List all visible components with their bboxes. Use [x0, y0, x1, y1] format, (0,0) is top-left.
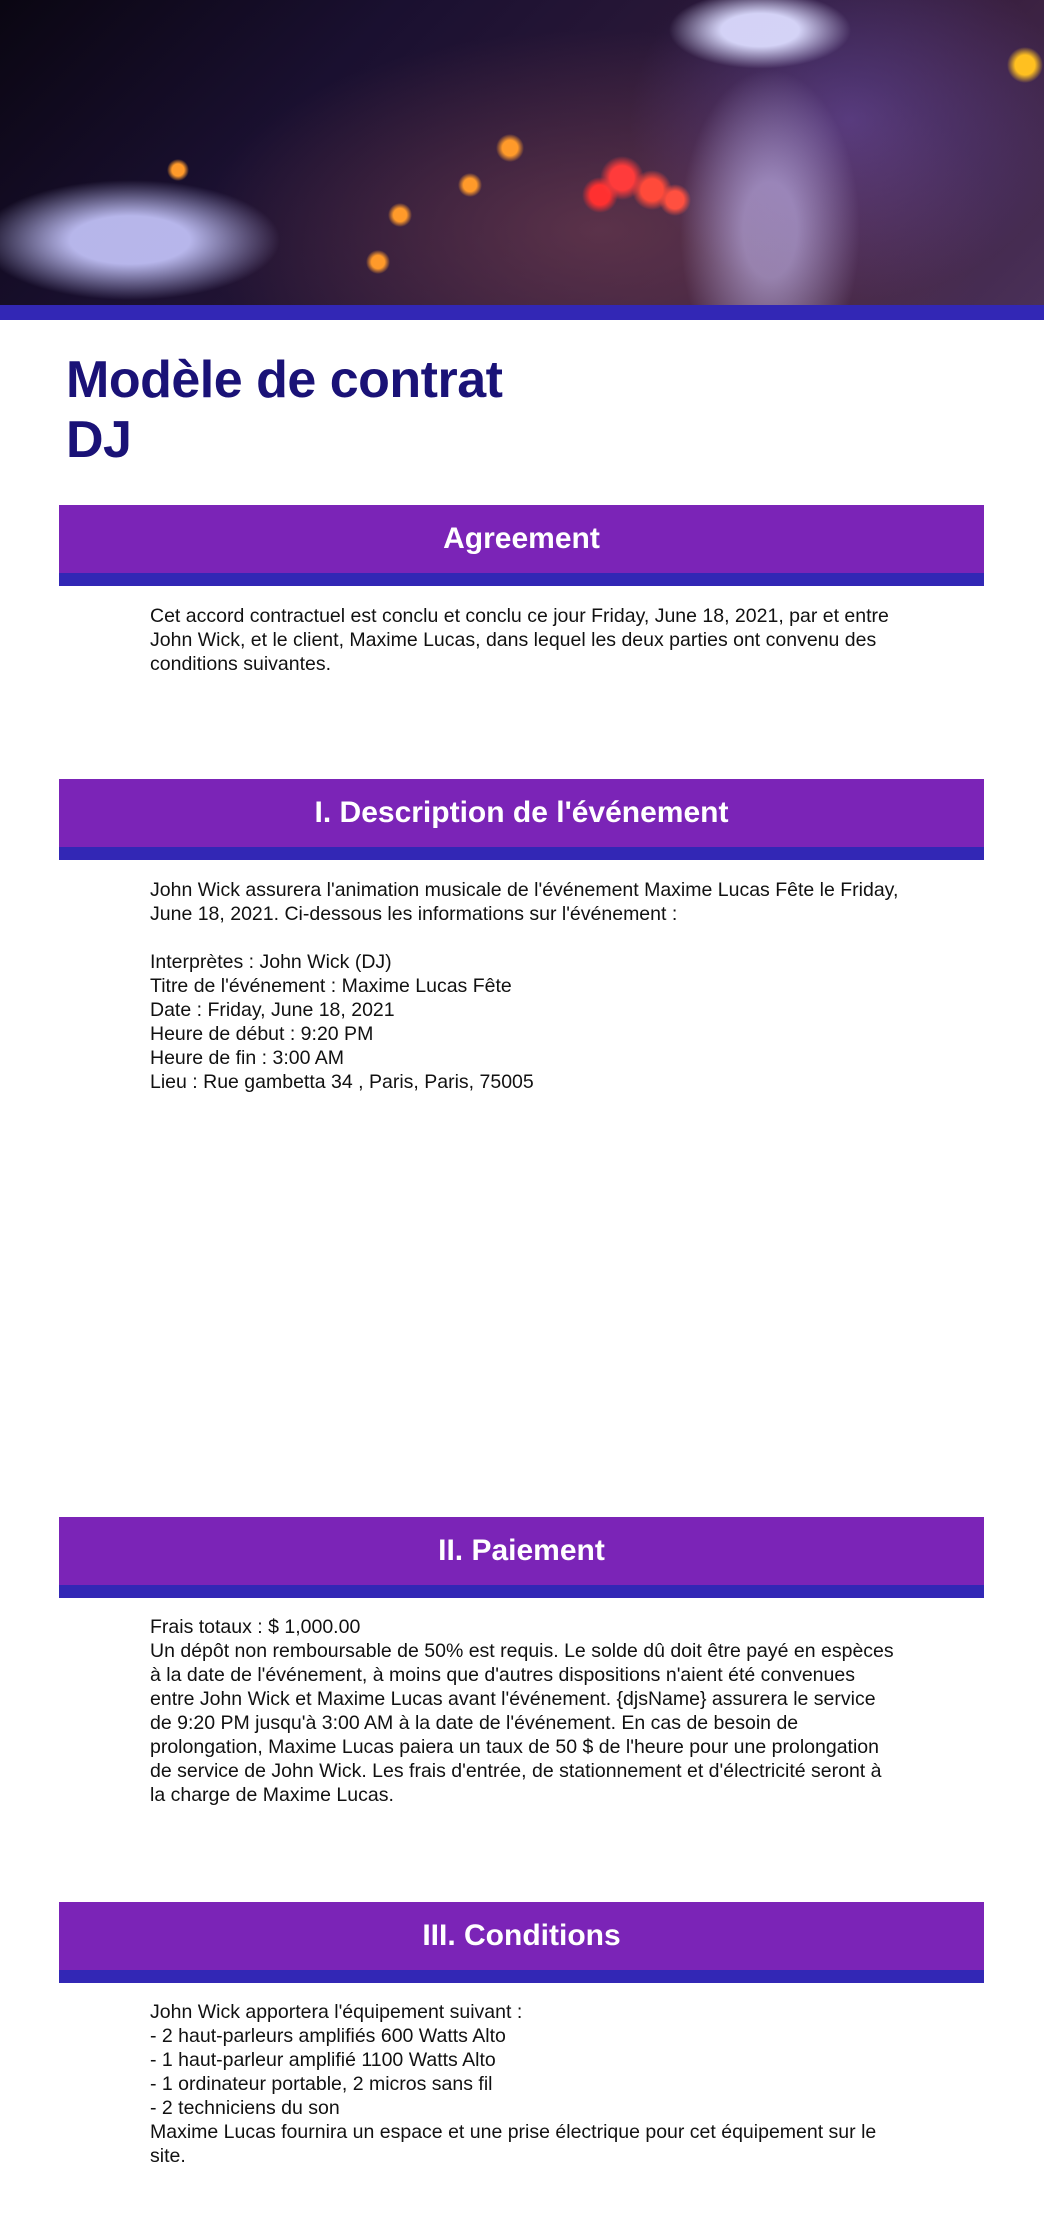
section-stripe — [59, 573, 984, 586]
title-line-1: Modèle de contrat — [66, 351, 503, 409]
detail-event-title: Titre de l'événement : Maxime Lucas Fête — [150, 975, 512, 997]
equipment-item: - 2 techniciens du son — [150, 2097, 340, 2119]
section-heading: III. Conditions — [422, 1919, 621, 1952]
conditions-intro: John Wick apportera l'équipement suivant : — [150, 2001, 523, 2023]
section-body-agreement — [150, 604, 900, 676]
payment-terms: Un dépôt non remboursable de 50% est requis. Le solde dû doit être payé en espèces à la date de l'événement, à moins que d'autres dispositions n'aient été convenues entre John Wick et Maxime Lucas avant l'événement. {djsName} assurera le service de 9:20 PM jusqu'à 3:00 AM à la date de l'événement. En cas de besoin de prolongation, Maxime Lucas paiera un taux de 50 $ de l'heure pour une prolongation de service de John Wick. Les frais d'entrée, de stationnement et d'électricité seront à la charge de Maxime Lucas. — [150, 1640, 894, 1806]
section-heading: I. Description de l'événement — [314, 796, 729, 829]
detail-location: Lieu : Rue gambetta 34 , Paris, Paris, 75005 — [150, 1071, 534, 1093]
detail-end-time: Heure de fin : 3:00 AM — [150, 1047, 345, 1069]
conditions-closing: Maxime Lucas fournira un espace et une prise électrique pour cet équipement sur le site. — [150, 2121, 877, 2167]
section-band — [59, 779, 984, 847]
section-body-conditions — [150, 2000, 900, 2168]
agreement-paragraph: Cet accord contractuel est conclu et conclu ce jour Friday, June 18, 2021, par et entre John Wick, et le client, Maxime Lucas, dans lequel les deux parties ont convenu des conditions suivantes. — [150, 605, 889, 675]
section-header-description — [59, 779, 984, 860]
equipment-item: - 1 ordinateur portable, 2 micros sans fil — [150, 2073, 493, 2095]
section-stripe — [59, 1585, 984, 1598]
page-title — [66, 350, 666, 470]
detail-performers: Interprètes : John Wick (DJ) — [150, 951, 392, 973]
equipment-item: - 1 haut-parleur amplifié 1100 Watts Alto — [150, 2049, 496, 2071]
section-header-agreement — [59, 505, 984, 586]
section-heading: II. Paiement — [438, 1534, 605, 1567]
description-intro: John Wick assurera l'animation musicale de l'événement Maxime Lucas Fête le Friday, June 18, 2021. Ci-dessous les informations sur l'événement : — [150, 879, 899, 925]
section-band — [59, 1517, 984, 1585]
banner-image — [0, 0, 1044, 305]
section-stripe — [59, 847, 984, 860]
section-band — [59, 1902, 984, 1970]
section-header-conditions — [59, 1902, 984, 1983]
section-body-payment — [150, 1615, 900, 1807]
section-header-payment — [59, 1517, 984, 1598]
banner-accent-stripe — [0, 305, 1044, 320]
section-band — [59, 505, 984, 573]
equipment-item: - 2 haut-parleurs amplifiés 600 Watts Alto — [150, 2025, 506, 2047]
section-stripe — [59, 1970, 984, 1983]
section-body-description — [150, 878, 900, 1094]
payment-total: Frais totaux : $ 1,000.00 — [150, 1616, 361, 1638]
detail-date: Date : Friday, June 18, 2021 — [150, 999, 395, 1021]
detail-start-time: Heure de début : 9:20 PM — [150, 1023, 374, 1045]
title-line-2: DJ — [66, 411, 132, 469]
section-heading: Agreement — [443, 522, 600, 555]
